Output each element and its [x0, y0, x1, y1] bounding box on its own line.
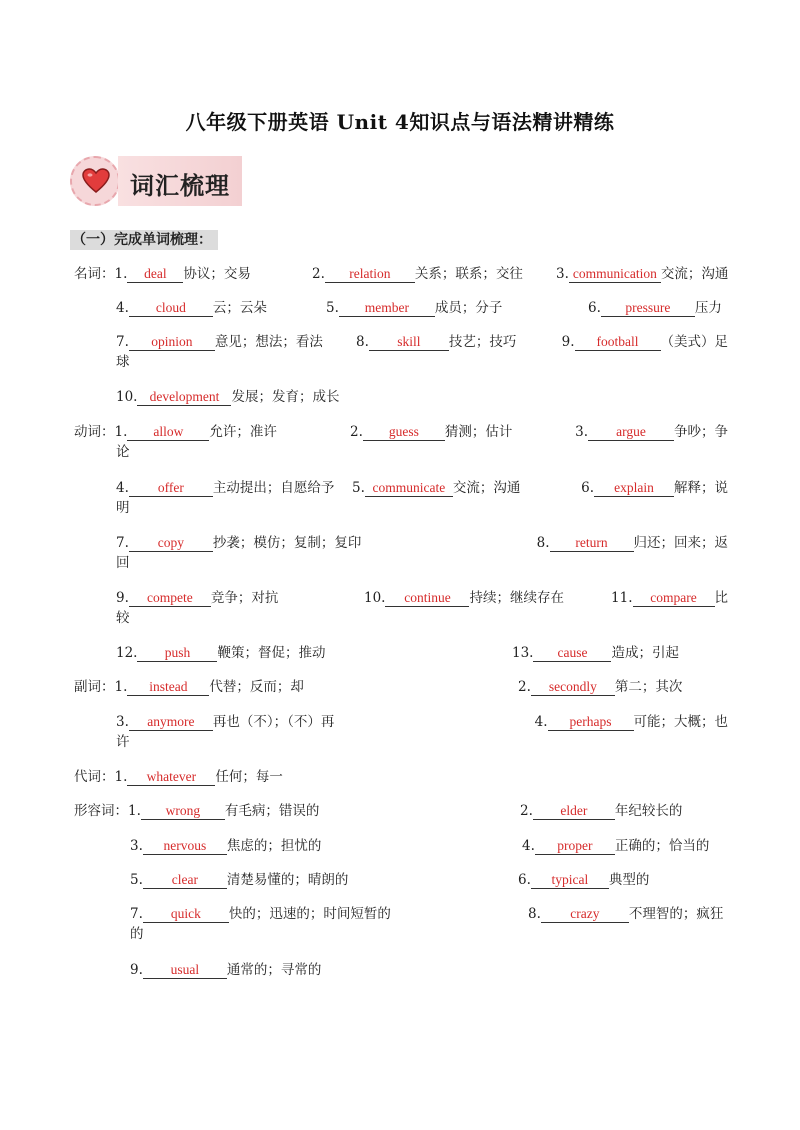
adjective-item-6: 6. typical 典型的 [518, 872, 650, 888]
answer-blank: explain [594, 480, 674, 497]
answer-blank: compete [129, 590, 211, 607]
adjective-item-5: 5. clear 清楚易懂的；晴朗的 [130, 872, 349, 888]
answer-blank: secondly [531, 679, 615, 696]
verb-item-13: 13. cause 造成；引起 [512, 645, 679, 661]
noun-item-2: 2. relation 关系；联系；交往 [312, 266, 523, 282]
answer-blank: communication [569, 266, 661, 283]
verb-item-4: 4. offer 主动提出；自愿给予 [116, 480, 335, 496]
answer-blank: usual [143, 962, 227, 979]
answer-blank: instead [127, 679, 209, 696]
verb-item-10: 10. continue 持续；继续存在 [364, 590, 564, 606]
category-label: 副词： [74, 679, 115, 695]
answer-blank: pressure [601, 300, 695, 317]
answer-blank: continue [385, 590, 469, 607]
answer-blank: whatever [127, 769, 215, 786]
adverb-item-2: 2. secondly 第二；其次 [518, 679, 683, 695]
adverb-item-4: 4. perhaps 可能；大概；也 许 [116, 714, 728, 750]
verb-item-8: 8. return 归还；回来；返 回 [116, 535, 728, 571]
noun-item-5: 5. member 成员；分子 [326, 300, 503, 316]
adjective-item-2: 2. elder 年纪较长的 [520, 803, 683, 819]
noun-row-1: 名词：1. deal 协议；交易 [74, 266, 251, 282]
answer-blank: compare [633, 590, 715, 607]
answer-blank: nervous [143, 838, 227, 855]
category-label: 名词： [74, 266, 115, 282]
answer-blank: elder [533, 803, 615, 820]
answer-blank: return [550, 535, 634, 552]
noun-item-8: 8. skill 技艺；技巧 [356, 334, 517, 350]
answer-blank: member [339, 300, 435, 317]
noun-item-10: 10. development 发展；发育；成长 [116, 389, 340, 405]
answer-blank: relation [325, 266, 415, 283]
section-banner [70, 152, 248, 210]
verb-item-7: 7. copy 抄袭；模仿；复制；复印 [116, 535, 362, 551]
noun-item-6: 6. pressure 压力 [588, 300, 722, 316]
noun-item-9: 9. football （美式）足 球 [116, 334, 728, 370]
answer-blank: proper [535, 838, 615, 855]
verb-item-5: 5. communicate 交流；沟通 [352, 480, 521, 496]
noun-item-4: 4. cloud 云；云朵 [116, 300, 267, 316]
answer-blank: argue [588, 424, 674, 441]
verb-item-2: 2. guess 猜测；估计 [350, 424, 513, 440]
adjective-item-9: 9. usual 通常的；寻常的 [130, 962, 322, 978]
answer-blank: clear [143, 872, 227, 889]
adjective-item-3: 3. nervous 焦虑的；担忧的 [130, 838, 322, 854]
answer-blank: typical [531, 872, 609, 889]
answer-blank: communicate [365, 480, 453, 497]
page-title: 八年级下册英语 Unit 4知识点与语法精讲精练 [185, 110, 615, 134]
pronoun-row-1: 代词：1. whatever 任何；每一 [74, 769, 283, 785]
section-heading: （一）完成单词梳理： [70, 230, 218, 250]
answer-blank: copy [129, 535, 213, 552]
answer-blank: anymore [129, 714, 213, 731]
answer-blank: offer [129, 480, 213, 497]
verb-item-12: 12. push 鞭策；督促；推动 [116, 645, 326, 661]
category-label: 动词： [74, 424, 115, 440]
verb-row-1: 动词：1. allow 允许；准许 [74, 424, 277, 440]
verb-item-11: 11. compare 比 较 [116, 590, 728, 626]
banner-label: 词汇梳理 [130, 172, 230, 200]
answer-blank: opinion [129, 334, 215, 351]
adjective-item-7: 7. quick 快的；迅速的；时间短暂的 的 [130, 906, 391, 942]
answer-blank: crazy [541, 906, 629, 923]
adjective-row-1: 形容词：1. wrong 有毛病；错误的 [74, 803, 320, 819]
answer-blank: wrong [141, 803, 225, 820]
answer-blank: deal [127, 266, 183, 283]
answer-blank: cloud [129, 300, 213, 317]
answer-blank: development [137, 389, 231, 406]
answer-blank: allow [127, 424, 209, 441]
category-label: 代词： [74, 769, 115, 785]
answer-blank: skill [369, 334, 449, 351]
verb-item-9: 9. compete 竞争；对抗 [116, 590, 279, 606]
verb-item-3: 3. argue 争吵；争 论 [116, 424, 728, 460]
adverb-item-3: 3. anymore 再也（不）；（不）再 [116, 714, 335, 730]
answer-blank: guess [363, 424, 445, 441]
adjective-item-4: 4. proper 正确的；恰当的 [522, 838, 710, 854]
adjective-item-8: 8. crazy 不理智的；疯狂 [528, 906, 724, 922]
heart-icon [82, 168, 110, 194]
category-label: 形容词： [74, 803, 128, 819]
noun-item-3: 3. communication 交流；沟通 [556, 266, 729, 282]
answer-blank: push [137, 645, 217, 662]
noun-item-7: 7. opinion 意见；想法；看法 [116, 334, 323, 350]
adverb-row-1: 副词：1. instead 代替；反而；却 [74, 679, 304, 695]
answer-blank: quick [143, 906, 229, 923]
answer-blank: perhaps [548, 714, 634, 731]
verb-item-6: 6. explain 解释；说 明 [116, 480, 728, 516]
answer-blank: football [575, 334, 661, 351]
answer-blank: cause [533, 645, 611, 662]
